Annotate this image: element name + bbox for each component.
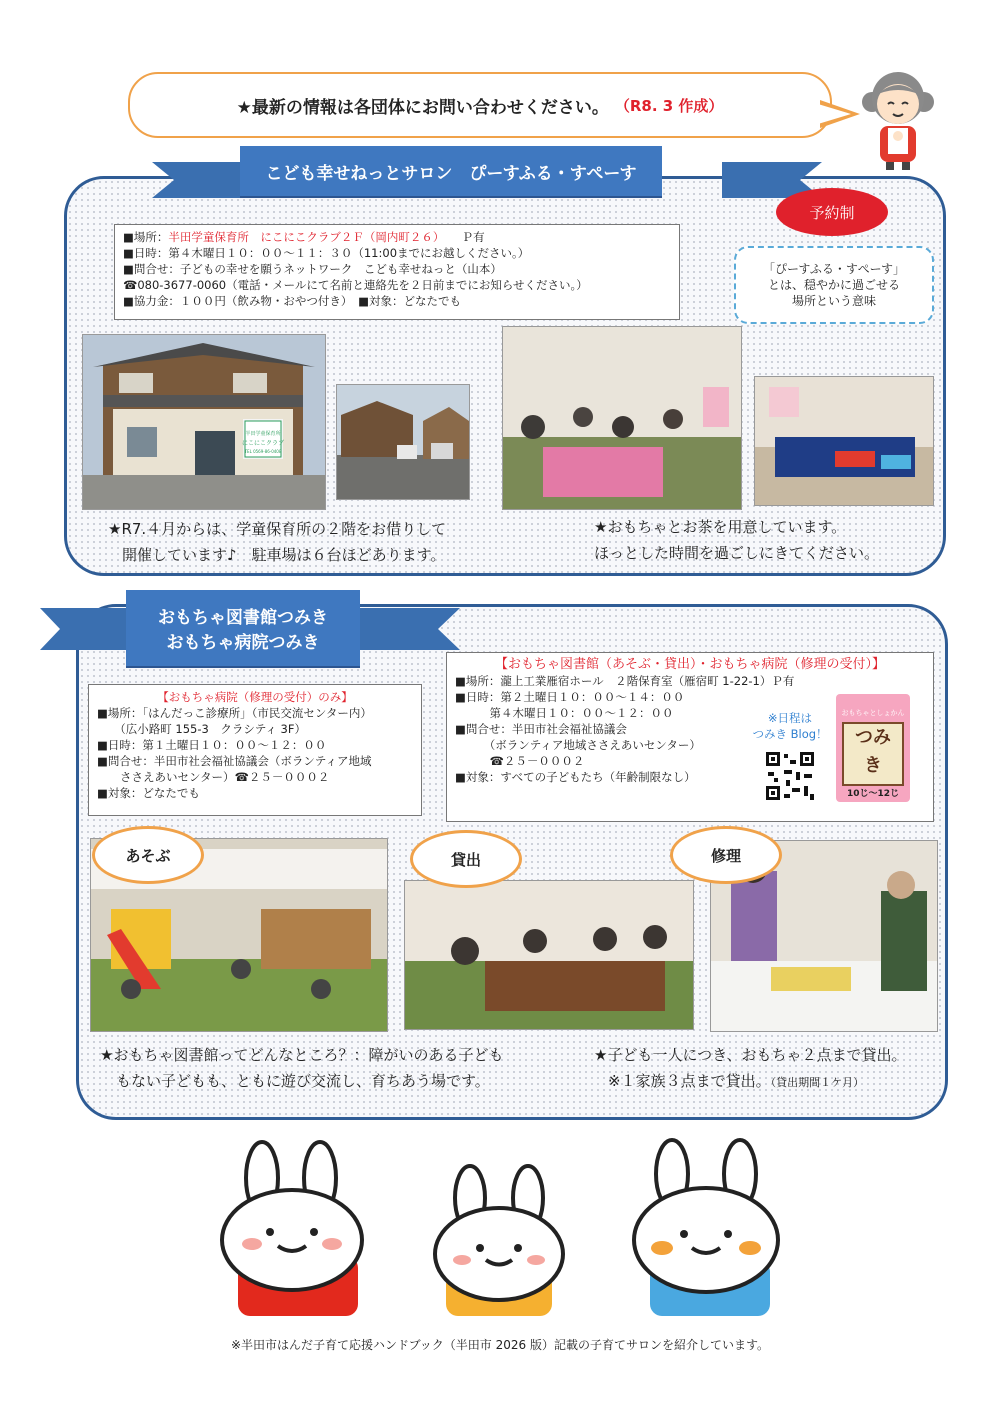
notice-text: ★最新の情報は各団体にお問い合わせください。 xyxy=(236,97,609,118)
blog-note: ※日程は つみき Blog！ xyxy=(752,711,828,741)
tsumiki-sign-photo: おもちゃとしょかん つみ き 10じ〜12じ xyxy=(836,694,910,802)
salon-date: ■日時：第４木曜日１０：００～１１：３０（11:00までにお越しください。） xyxy=(123,246,530,260)
svg-text:TEL 0569-86-0408: TEL 0569-86-0408 xyxy=(244,449,282,454)
tag-repair: 修理 xyxy=(670,826,782,884)
salon-caption-right: ★おもちゃとお茶を用意しています。 ほっとした時間を過ごしにきてください。 xyxy=(594,518,880,562)
svg-text:にこにこクラブ: にこにこクラブ xyxy=(241,440,285,447)
toy-library-caption-right: ★子ども一人につき、おもちゃ２点まで貸出。 ※１家族３点まで貸出。（貸出期間１ケ月） xyxy=(594,1046,907,1090)
footer-note: ※半田市はんだ子育て応援ハンドブック（半田市 2026 版）記載の子育てサロンを紹介しています。 xyxy=(230,1338,770,1352)
toy-hospital-title: おもちゃ病院つみき xyxy=(166,633,320,653)
toy-library-caption-left: ★おもちゃ図書館ってどんなところ？：障がいのある子ども もない子どもも、ともに遊び交流し、育ちあう場です。 xyxy=(100,1046,504,1090)
toy-hospital-heading: 【おもちゃ病院（修理の受付）のみ】 xyxy=(157,690,353,704)
salon-contact: ■問合せ：子どもの幸せを願うネットワーク こども幸せねっと（山本） xyxy=(123,262,502,276)
salon-fee: ■協力金：１００円（飲み物・おやつ付き） ■対象：どなたでも xyxy=(123,294,461,308)
play-room-photo xyxy=(502,326,742,510)
notice-note: （R8. 3 作成） xyxy=(614,96,724,115)
reservation-badge: 予約制 xyxy=(776,188,888,236)
svg-text:半田学童保育所: 半田学童保育所 xyxy=(245,431,281,437)
qr-code-icon[interactable] xyxy=(764,750,816,802)
toy-library-title: おもちゃ図書館つみき xyxy=(158,608,328,628)
salon-caption-left: ★R7.４月からは、学童保育所の２階をお借りして 開催しています♪ 駐車場は６台ほどあります。 xyxy=(108,520,447,564)
tag-play: あそぶ xyxy=(92,826,204,884)
salon-phone: ☎080-3677-0060（電話・メールにて名前と連絡先を２日前までにお知らせください。） xyxy=(123,278,588,292)
toy-library-title-ribbon xyxy=(126,590,360,666)
notice-bubble xyxy=(128,72,832,138)
salon-info-box xyxy=(114,224,680,320)
salon-title-ribbon xyxy=(240,146,662,196)
tag-lending: 貸出 xyxy=(410,830,522,888)
toy-corner-photo xyxy=(754,376,934,506)
name-meaning-box: 「ぴーすふる・すぺーす」 とは、穏やかに過ごせる 場所という意味 xyxy=(734,246,934,324)
bunny-mascots-illustration xyxy=(210,1136,800,1316)
toy-library-info-box: 【おもちゃ図書館（あそぶ・貸出）・おもちゃ病院（修理の受付）】 ■場所：瀧上工業雁宿ホール ２階保育室（雁宿町 1-22-1）Ｐ有 ■日時：第２土曜日１０：００～１４：００ 第４木曜日１０：００～１２：００ ■問合せ：半田市社会福祉協議会 （ボランティア地域ささえあいセンター） ☎２５－０００２ ■対象：すべての子どもたち（年齢制限なし） xyxy=(446,652,934,822)
girl-mascot-illustration xyxy=(858,64,938,172)
parking-photo xyxy=(336,384,470,500)
building-photo xyxy=(82,334,326,510)
toy-hospital-info-box: 【おもちゃ病院（修理の受付）のみ】 ■場所：「はんだっこ診療所」（市民交流センター内） （広小路町 155-3 クラシティ 3F） ■日時：第１土曜日１０：００～１２：００ ■問合せ：半田市社会福祉協議会（ボランティア地域 ささえあいセンター）☎２５－０００２ ■対象：どなたでも xyxy=(88,684,422,816)
salon-place: ■場所：半田学童保育所 にこにこクラブ２Ｆ（岡内町２６） Ｐ有 xyxy=(123,230,485,244)
toy-library-heading: 【おもちゃ図書館（あそぶ・貸出）・おもちゃ病院（修理の受付）】 xyxy=(494,657,885,672)
lending-photo xyxy=(404,880,694,1030)
salon-title: こども幸せねっとサロン ぴーすふる・すぺーす xyxy=(265,163,637,184)
